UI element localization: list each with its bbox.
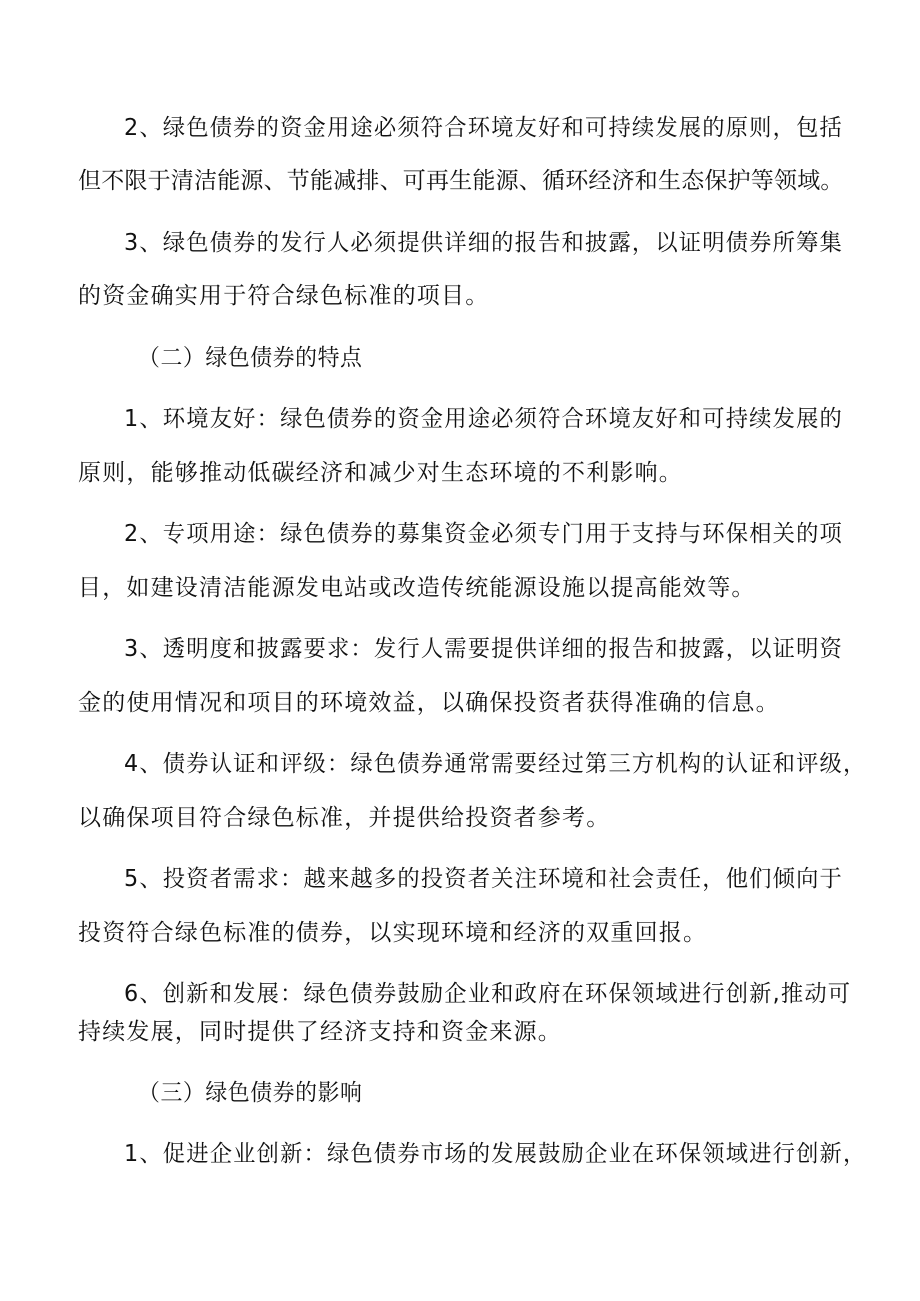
paragraph-line: 2、专项用途：绿色债券的募集资金必须专门用于支持与环保相关的项 xyxy=(124,521,843,547)
paragraph-line: 1、环境友好：绿色债券的资金用途必须符合环境友好和可持续发展的 xyxy=(124,406,843,432)
paragraph-line: 的资金确实用于符合绿色标准的项目。 xyxy=(78,283,490,309)
section-heading: （三）绿色债券的影响 xyxy=(138,1080,363,1106)
paragraph-line: 目，如建设清洁能源发电站或改造传统能源设施以提高能效等。 xyxy=(78,575,756,601)
paragraph-line: 3、透明度和披露要求：发行人需要提供详细的报告和披露，以证明资 xyxy=(124,636,843,662)
paragraph-line: 持续发展，同时提供了经济支持和资金来源。 xyxy=(78,1019,562,1045)
section-heading: （二）绿色债券的特点 xyxy=(138,345,363,371)
paragraph-line: 2、绿色债券的资金用途必须符合环境友好和可持续发展的原则，包括 xyxy=(124,115,843,141)
paragraph-line: 3、绿色债券的发行人必须提供详细的报告和披露，以证明债券所筹集 xyxy=(124,230,843,256)
paragraph-line: 金的使用情况和项目的环境效益，以确保投资者获得准确的信息。 xyxy=(78,690,780,716)
paragraph-line: 6、创新和发展：绿色债券鼓励企业和政府在环保领域进行创新,推动可 xyxy=(124,981,852,1007)
paragraph-line: 原则，能够推动低碳经济和减少对生态环境的不利影响。 xyxy=(78,460,683,486)
paragraph-line: 以确保项目符合绿色标准，并提供给投资者参考。 xyxy=(78,805,611,831)
paragraph-line: 4、债券认证和评级：绿色债券通常需要经过第三方机构的认证和评级， xyxy=(124,751,867,777)
paragraph-line: 1、促进企业创新：绿色债券市场的发展鼓励企业在环保领域进行创新， xyxy=(124,1141,867,1167)
paragraph-line: 5、投资者需求：越来越多的投资者关注环境和社会责任，他们倾向于 xyxy=(124,866,843,892)
paragraph-line: 投资符合绿色标准的债券，以实现环境和经济的双重回报。 xyxy=(78,920,708,946)
paragraph-line: 但不限于清洁能源、节能减排、可再生能源、循环经济和生态保护等领域。 xyxy=(78,168,844,194)
